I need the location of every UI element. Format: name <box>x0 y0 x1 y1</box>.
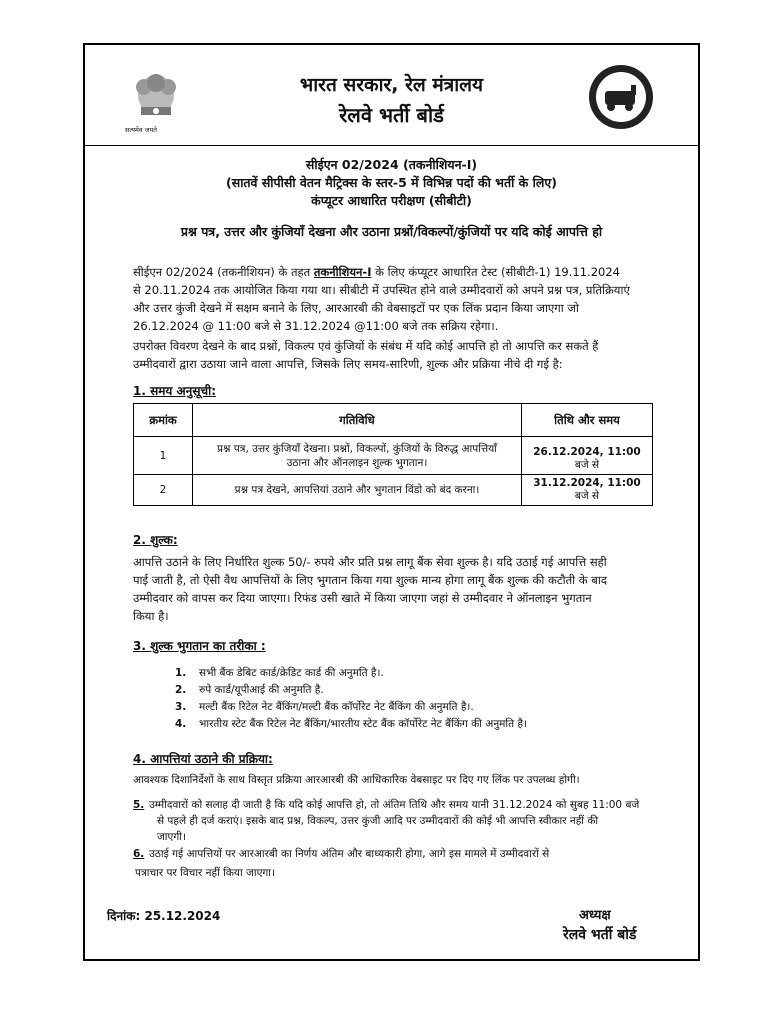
list-item: 2. रुपे कार्ड/यूपीआई की अनुमति है. <box>175 684 324 696</box>
point-6-text: उठाई गई आपत्तियों पर आरआरबी का निर्णय अंतिम और बाध्यकारी होगा, आगे इस मामले में उम्मीदवारों से <box>149 848 550 860</box>
objection-intro-paragraph: उपरोक्त विवरण देखने के बाद प्रश्नों, विकल्प एवं कुंजियों के संबंध में यदि कोई आपत्ति हो तो आपत्ति कर सकते हैं उम्मीदवारों द्वारा उठाया जाने वाला आपत्ति, जिसके लिए समय-सारिणी, शुल्क और प्रक्रिया नीचे दी गई है: <box>133 339 599 371</box>
notice-page <box>83 43 700 961</box>
schedule-table <box>133 403 653 506</box>
notice-title: सीईएन 02/2024 (तकनीशियन-I) <box>305 157 478 172</box>
procedure-text: आवश्यक दिशानिर्देशों के साथ विस्तृत प्रक्रिया आरआरबी की आधिकारिक वेबसाइट पर दिए गए लिंक पर उपलब्ध होगी। <box>133 774 580 786</box>
section-fee-heading: 2. शुल्क: <box>133 533 178 547</box>
notice-subtitle: (सातवें सीपीसी वेतन मैट्रिक्स के स्तर-5 में विभिन्न पदों की भर्ती के लिए) <box>226 175 557 190</box>
intro-paragraph: सीईएन 02/2024 (तकनीशियन) के तहत तकनीशियन-I के लिए कंप्यूटर आधारित टेस्ट (सीबीटी-1) 19.11.2024 से 20.11.2024 तक आयोजित किया गया था। सीबीटी में उपस्थित होने वाले उम्मीदवारों को अपने प्रश्न पत्र, प्रतिक्रियाएं और उत्तर कुंजी देखने में सक्षम बनाने के लिए, आरआरबी की वेबसाइटों पर एक लिंक प्रदान किया जाएगा जो 26.12.2024 @ 11:00 बजे से 31.12.2024 @11:00 बजे तक सक्रिय रहेगा।. <box>133 265 630 333</box>
ministry-heading: भारत सरकार, रेल मंत्रालय <box>299 74 484 96</box>
list-item: 3. मल्टी बैंक रिटेल नेट बैंकिंग/मल्टी बैंक कॉर्पोरेट नेट बैंकिंग की अनुमति है।. <box>175 701 474 713</box>
signatory-org: रेलवे भर्ती बोर्ड <box>563 927 637 943</box>
table-row: 2 प्रश्न पत्र देखने, आपत्तियां उठाने और भुगतान विंडो को बंद करना। 31.12.2024, 11:00 बजे से <box>134 475 653 506</box>
point-5-text: उम्मीदवारों को सलाह दी जाती है कि यदि कोई आपत्ति हो, तो अंतिम तिथि और समय यानी 31.12.2024 को सुबह 11:00 बजे से पहले ही दर्ज कराएं। इसके बाद प्रश्न, विकल्प, उत्तर कुंजी आदि पर उम्मीदवारों की कोई भी आपत्ति स्वीकार नहीं की जाएगी। <box>149 799 640 843</box>
payment-methods-list <box>175 665 527 733</box>
section-procedure-heading: 4. आपत्तियां उठाने की प्रक्रिया: <box>133 752 273 766</box>
signatory-designation: अध्यक्ष <box>579 908 611 923</box>
post-name: तकनीशियन-I <box>313 265 372 279</box>
point-6-text-cont: पत्राचार पर विचार नहीं किया जाएगा। <box>135 867 275 879</box>
indian-railways-logo-icon <box>587 63 655 131</box>
emblem-motto: सत्यमेव जयते <box>125 126 157 134</box>
point-6-number: 6. <box>133 848 145 860</box>
list-item: 4. भारतीय स्टेट बैंक रिटेल नेट बैंकिंग/भारतीय स्टेट बैंक कॉर्पोरेट नेट बैंकिंग की अनुमति है। <box>175 718 528 730</box>
exam-name: कंप्यूटर आधारित परीक्षण (सीबीटी) <box>311 193 472 208</box>
col-datetime: तिथि और समय <box>522 404 653 437</box>
section-schedule-heading: 1. समय अनुसूची: <box>133 384 216 398</box>
fee-paragraph: आपत्ति उठाने के लिए निर्धारित शुल्क 50/- रुपये और प्रति प्रश्न लागू बैंक सेवा शुल्क है। यदि उठाई गई आपत्ति सही पाई जाती है, तो ऐसी वैध आपत्तियों के लिए भुगतान किया गया शुल्क मान्य होगा लागू बैंक शुल्क की कटौती के बाद उम्मीदवार को वापस कर दिया जाएगा। रिफंड उसी खाते में किया जाएगा जहां से उम्मीदवार ने ऑनलाइन भुगतान किया है। <box>133 555 607 623</box>
section-payment-heading: 3. शुल्क भुगतान का तरीका : <box>133 639 266 653</box>
subject-line: प्रश्न पत्र, उत्तर और कुंजियाँ देखना और उठाना प्रश्नों/विकल्पों/कुंजियों पर यदि कोई आपत्ति हो <box>180 224 603 239</box>
point-5-number: 5. <box>133 799 145 811</box>
table-row: 1 प्रश्न पत्र, उत्तर कुंजियाँ देखना। प्रश्नों, विकल्पों, कुंजियों के विरुद्ध आपत्तियाँ उठाना और ऑनलाइन शुल्क भुगतान। 26.12.2024, 11:00 बजे से <box>134 437 653 475</box>
table-header-row <box>134 404 653 437</box>
notice-date: दिनांक: 25.12.2024 <box>107 909 221 923</box>
col-serial: क्रमांक <box>134 404 193 437</box>
board-heading: रेलवे भर्ती बोर्ड <box>339 103 444 127</box>
col-activity: गतिविधि <box>193 404 522 437</box>
header-divider <box>85 145 698 146</box>
list-item: 1. सभी बैंक डेबिट कार्ड/क्रेडिट कार्ड की अनुमति है।. <box>175 667 384 679</box>
